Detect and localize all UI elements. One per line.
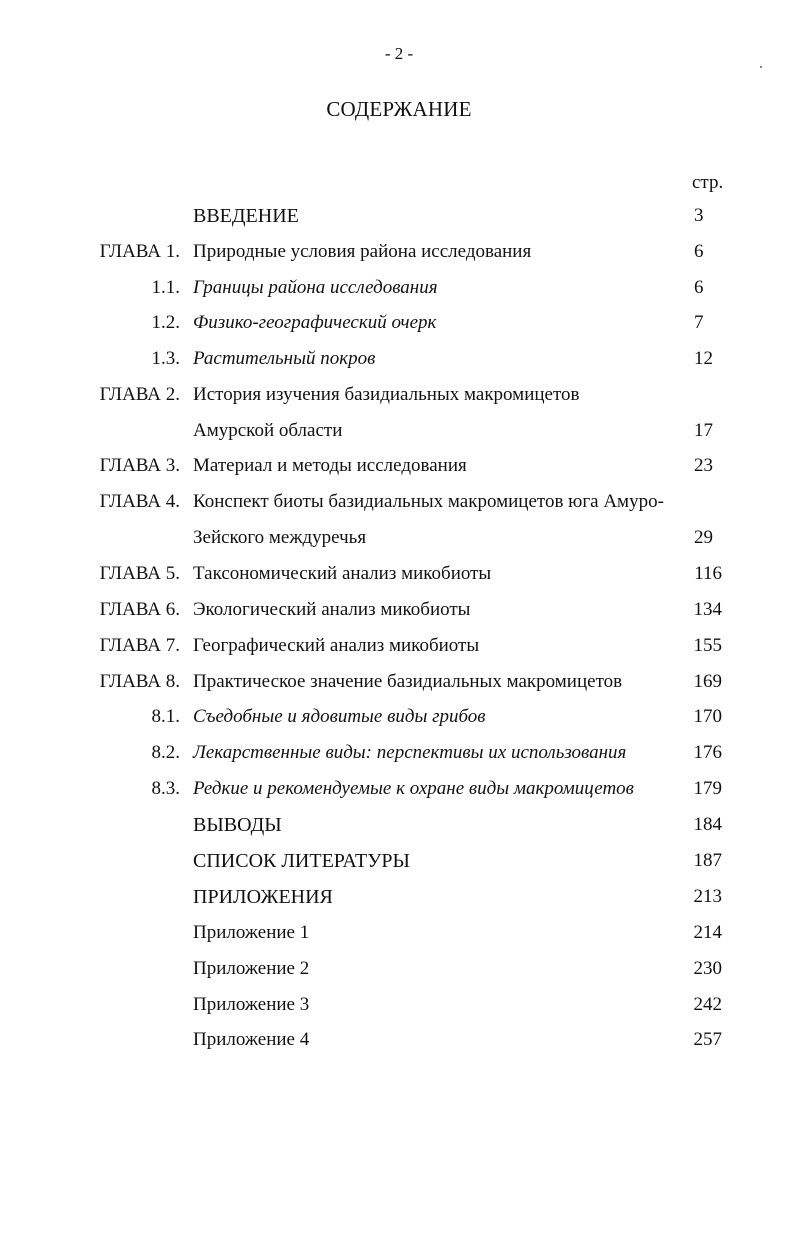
- toc-entry-number: ГЛАВА 4.: [99, 491, 180, 512]
- toc-entry-number: 1.2.: [151, 312, 180, 333]
- toc-entry: [0, 308, 798, 338]
- toc-entry: [0, 523, 798, 553]
- toc-entry-page: 179: [693, 778, 722, 799]
- toc-entry-title: Конспект биоты базидиальных макромицетов юга Амуро-: [193, 491, 664, 512]
- toc-entry-page: 134: [693, 599, 722, 620]
- toc-entry-page: 230: [693, 958, 722, 979]
- toc-entry-title: Экологический анализ микобиоты: [193, 599, 471, 620]
- toc-entry-title: Редкие и рекомендуемые к охране виды макромицетов: [193, 778, 634, 799]
- toc-entry: [0, 451, 798, 481]
- toc-entry: [0, 667, 798, 697]
- toc-entry-title: Практическое значение базидиальных макромицетов: [193, 671, 623, 692]
- toc-entry-title: Лекарственные виды: перспективы их использования: [193, 742, 627, 763]
- toc-entry-page: 184: [693, 814, 722, 835]
- toc-entry: [0, 344, 798, 374]
- toc-entry-title: Зейского междуречья: [193, 527, 367, 548]
- toc-entry-page: 213: [693, 886, 722, 907]
- toc-entry: [0, 237, 798, 267]
- toc-entry-title: История изучения базидиальных макромицетов: [193, 384, 580, 405]
- toc-entry-title: ВЫВОДЫ: [193, 814, 282, 836]
- toc-entry: [0, 810, 798, 840]
- toc-entry-number: 1.1.: [151, 277, 180, 298]
- toc-entry-title: Растительный покров: [193, 348, 376, 369]
- toc-entry-title: Границы района исследования: [193, 277, 438, 298]
- toc-entry-title: Съедобные и ядовитые виды грибов: [193, 706, 486, 727]
- toc-entry-title: Таксономический анализ микобиоты: [193, 563, 492, 584]
- toc-entry: [0, 416, 798, 446]
- toc-entry-page: 3: [694, 205, 704, 226]
- toc-entry-title: Материал и методы исследования: [193, 455, 467, 476]
- toc-entry-title: ВВЕДЕНИЕ: [193, 205, 299, 227]
- page-title: СОДЕРЖАНИЕ: [326, 97, 472, 121]
- toc-entry: [0, 954, 798, 984]
- toc-entry-title: Приложение 4: [193, 1029, 310, 1050]
- toc-entry-page: 187: [693, 850, 722, 871]
- toc-entry: [0, 631, 798, 661]
- toc-entry-title: Природные условия района исследования: [193, 241, 532, 262]
- toc-entry-title: Приложение 1: [193, 922, 310, 943]
- toc-entry-number: 8.3.: [151, 778, 180, 799]
- toc-entry-number: ГЛАВА 6.: [99, 599, 180, 620]
- toc-entry: [0, 882, 798, 912]
- toc-entry-page: 17: [694, 420, 713, 441]
- toc-entry-page: 170: [693, 706, 722, 727]
- toc-entry-page: 29: [694, 527, 713, 548]
- toc-entry-number: ГЛАВА 2.: [99, 384, 180, 405]
- toc-entry: [0, 846, 798, 876]
- toc-entry-page: 12: [694, 348, 713, 369]
- toc-entry-page: 23: [694, 455, 713, 476]
- toc-entry-title: Географический анализ микобиоты: [193, 635, 480, 656]
- toc-entry-number: ГЛАВА 5.: [99, 563, 180, 584]
- toc-entry: [0, 273, 798, 303]
- toc-entry-title: СПИСОК ЛИТЕРАТУРЫ: [193, 850, 410, 872]
- toc-entry-number: ГЛАВА 1.: [99, 241, 180, 262]
- toc-entry-page: 6: [694, 277, 704, 298]
- toc-entry-number: ГЛАВА 7.: [99, 635, 180, 656]
- toc-entry: [0, 1025, 798, 1055]
- toc-entry-page: 169: [693, 671, 722, 692]
- toc-entry-page: 242: [693, 994, 722, 1015]
- toc-entry-title: ПРИЛОЖЕНИЯ: [193, 886, 333, 908]
- page-column-label: стр.: [692, 172, 724, 193]
- toc-entry-number: 8.2.: [151, 742, 180, 763]
- toc-entry: [0, 702, 798, 732]
- toc-entry-title: Приложение 3: [193, 994, 310, 1015]
- toc-entry: [0, 738, 798, 768]
- toc-entry: [0, 559, 798, 589]
- toc-entry-title: Амурской области: [193, 420, 343, 441]
- toc-entry-number: ГЛАВА 8.: [99, 671, 180, 692]
- scan-speck: [760, 66, 762, 68]
- toc-entry: [0, 990, 798, 1020]
- toc-entry-page: 155: [693, 635, 722, 656]
- toc-entry: [0, 487, 798, 517]
- toc-entry: [0, 201, 798, 231]
- toc-entry-title: Физико-географический очерк: [193, 312, 437, 333]
- toc-entry-page: 116: [694, 563, 722, 584]
- toc-entry-title: Приложение 2: [193, 958, 310, 979]
- toc-entry-number: 1.3.: [151, 348, 180, 369]
- toc-entry-page: 7: [694, 312, 704, 333]
- toc-entry: [0, 774, 798, 804]
- toc-entry-page: 257: [693, 1029, 722, 1050]
- toc-entry-page: 214: [693, 922, 722, 943]
- toc-entry-number: ГЛАВА 3.: [99, 455, 180, 476]
- toc-entry-number: 8.1.: [151, 706, 180, 727]
- toc-entry: [0, 918, 798, 948]
- toc-entry: [0, 380, 798, 410]
- toc-entry: [0, 595, 798, 625]
- toc-entry-page: 6: [694, 241, 704, 262]
- toc-entry-page: 176: [693, 742, 722, 763]
- page-number: - 2 -: [384, 44, 414, 63]
